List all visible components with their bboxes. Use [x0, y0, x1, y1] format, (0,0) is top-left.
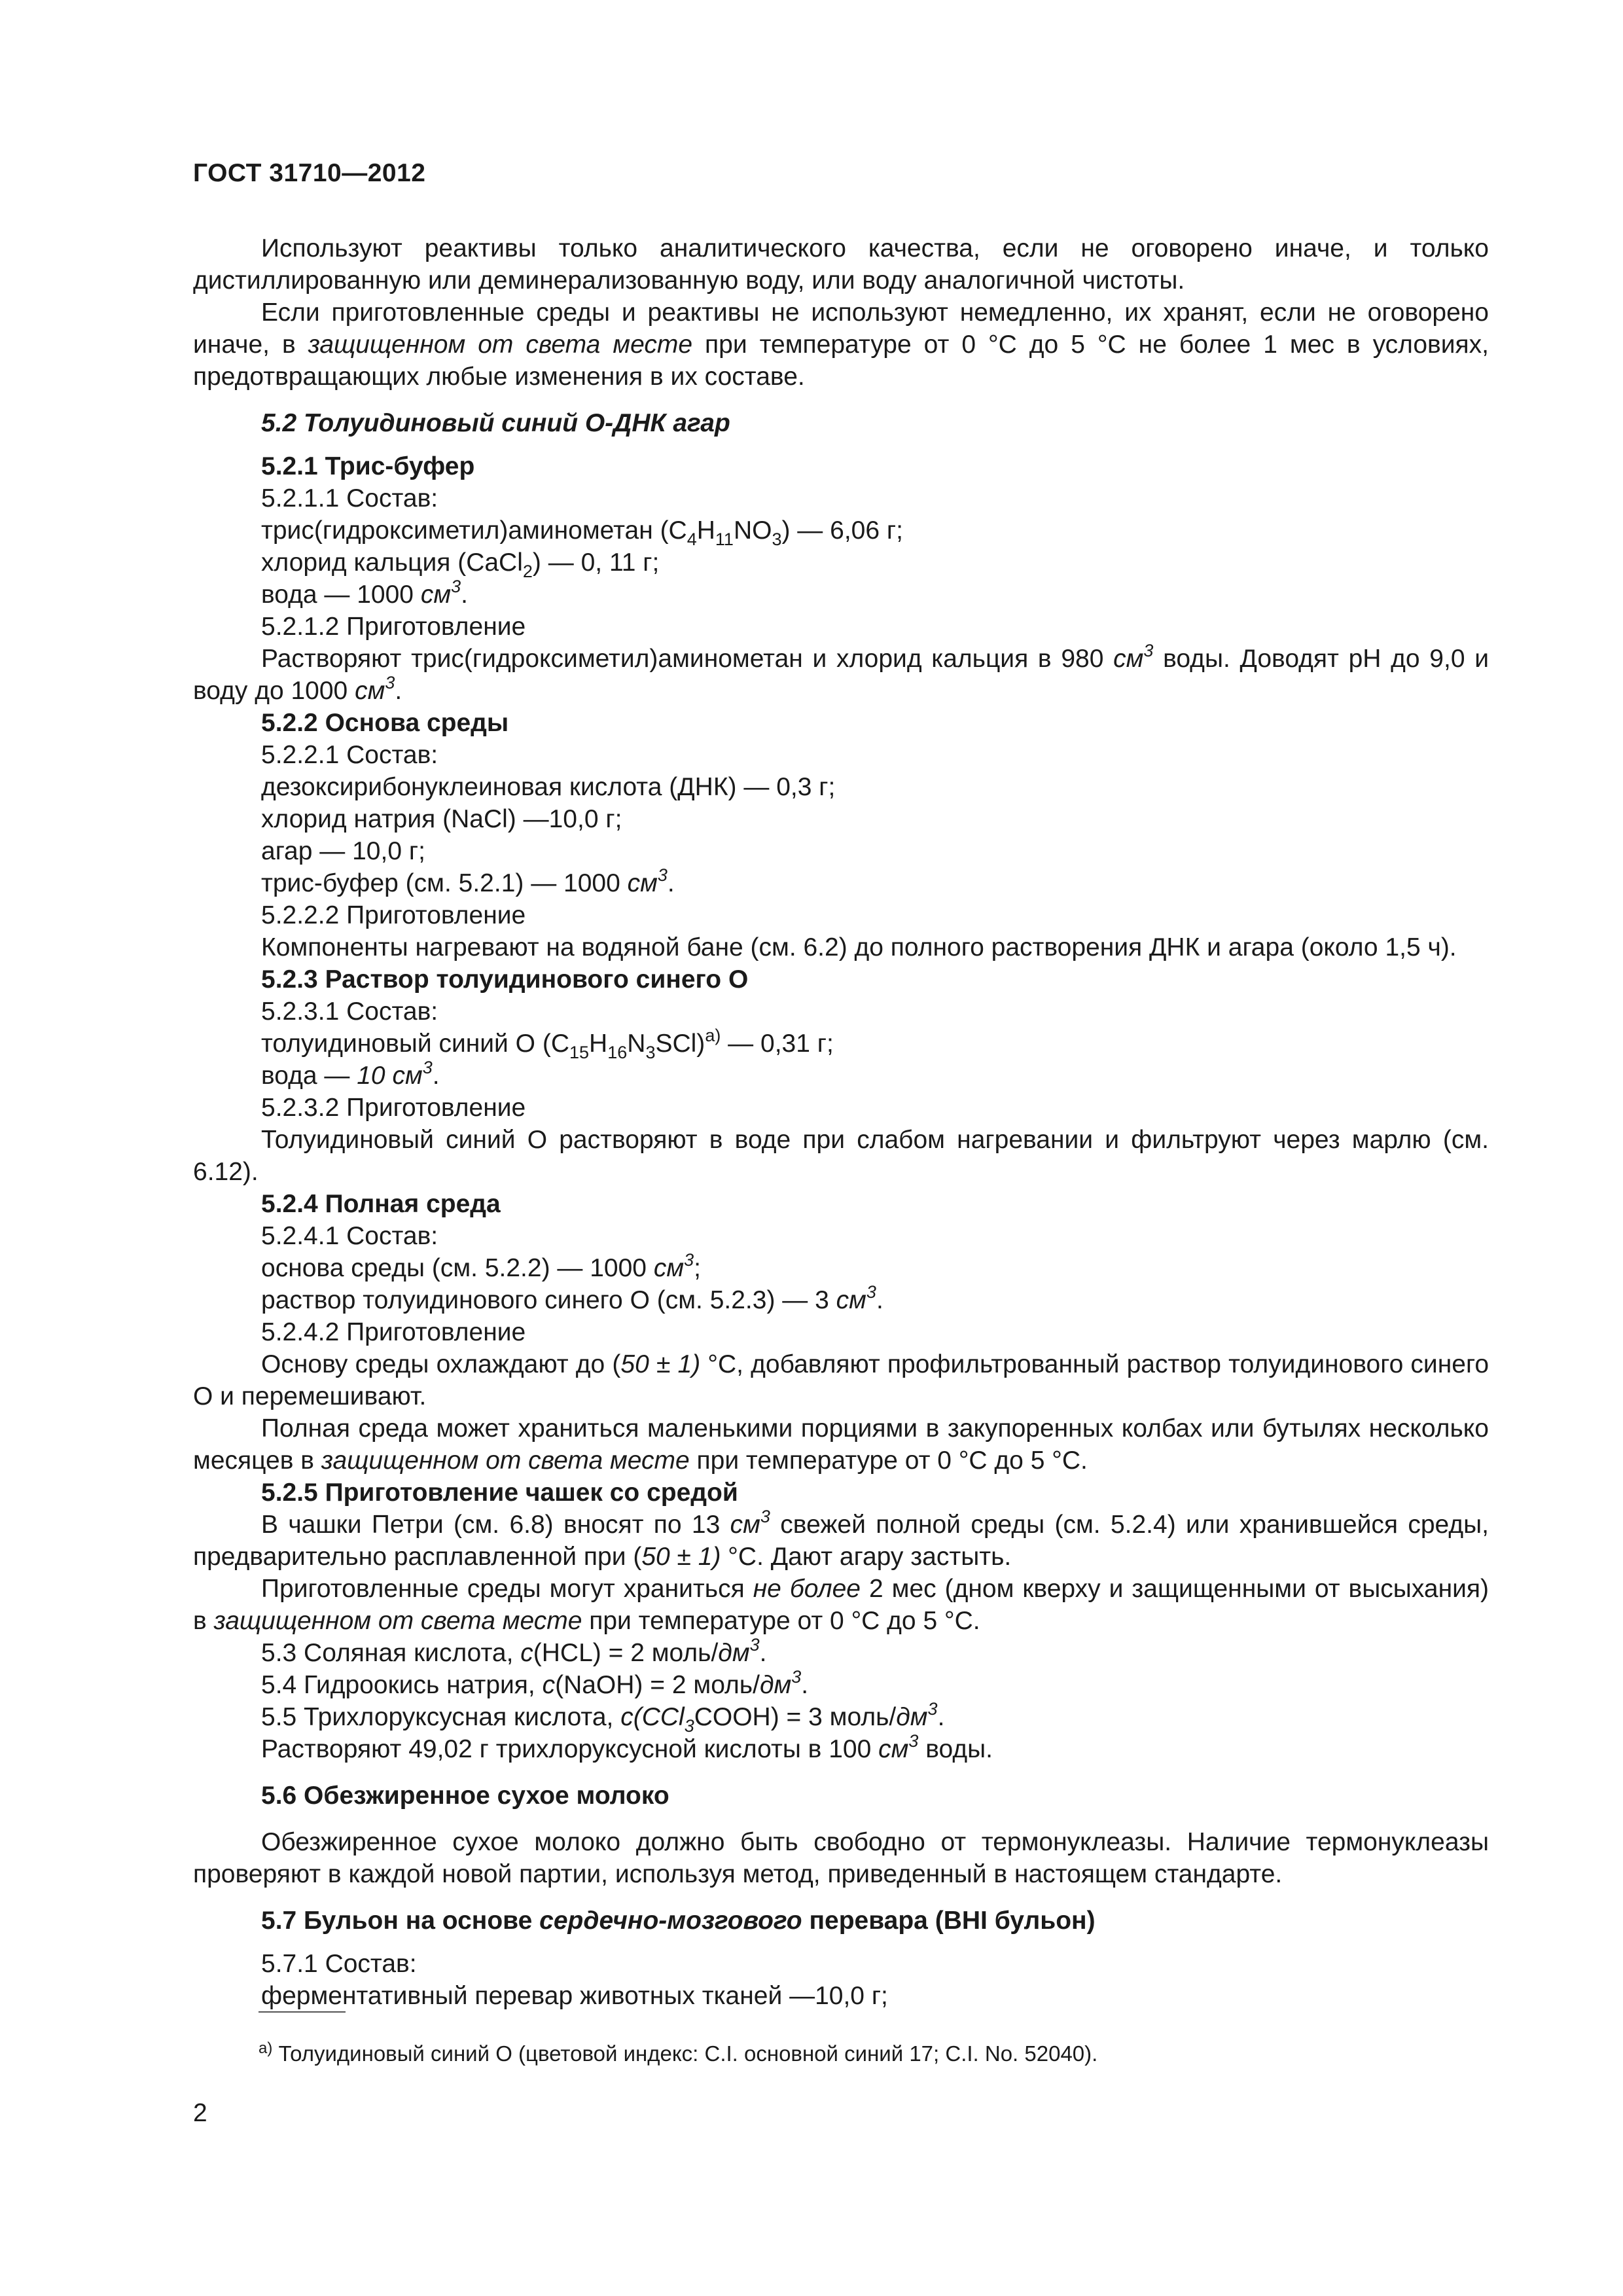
composition-line: хлорид кальция (CaCl$_2$) — 0, 11 г; [261, 548, 660, 581]
composition-line: вода — 1000 $см^3$. [261, 577, 468, 609]
document-header: ГОСТ 31710—2012 [193, 159, 426, 187]
composition-line: агар — 10,0 г; [261, 837, 425, 865]
section-5-2-2-1-heading: 5.2.2.1 Состав: [261, 741, 438, 769]
section-5-2-5-title: 5.2.5 Приготовление чашек со средой [261, 1479, 738, 1507]
plates-storage-paragraph: Приготовленные среды могут храниться не более 2 мес (дном кверху и защищенными от высыхания) в защищенном от света месте при температуре от 0 °С до 5 °С. [193, 1575, 1489, 1635]
storage-paragraph: Полная среда может храниться маленькими порциями в закупоренных колбах или бутылях несколько месяцев в защищенном от света месте при температуре от 0 °С до 5 °С. [193, 1414, 1489, 1475]
section-5-2-4-1-heading: 5.2.4.1 Состав: [261, 1222, 438, 1250]
preparation-paragraph: Толуидиновый синий О растворяют в воде при слабом нагревании и фильтруют через марлю (см. 6.12). [193, 1126, 1489, 1186]
section-5-2-2-title: 5.2.2 Основа среды [261, 709, 509, 737]
footnote: $^{a)}$ Толуидиновый синий О (цветовой индекс: C.I. основной синий 17; C.I. No. 52040). [259, 2039, 1098, 2066]
composition-line: толуидиновый синий О $(C_{15}H_{16}N_3SCl)^{a)}$ — 0,31 г; [261, 1026, 834, 1062]
section-5-2-title: 5.2 Толуидиновый синий О-ДНК агар [261, 409, 730, 437]
composition-line: ферментативный перевар животных тканей —10,0 г; [261, 1982, 888, 2010]
plates-paragraph: В чашки Петри (см. 6.8) вносят по 13 $см^3$ свежей полной среды (см. 5.2.4) или хранившейся среды, предварительно расплавленной при (50 ± 1) °С. Дают агару застыть. [193, 1507, 1489, 1571]
composition-line: хлорид натрия (NaCl) —10,0 г; [261, 805, 622, 833]
section-5-2-3-1-heading: 5.2.3.1 Состав: [261, 997, 438, 1026]
section-5-6-title: 5.6 Обезжиренное сухое молоко [261, 1782, 669, 1810]
section-5-5-paragraph: Растворяют 49,02 г трихлоруксусной кислоты в 100 $см^3$ воды. [261, 1731, 993, 1763]
section-5-2-2-2-heading: 5.2.2.2 Приготовление [261, 901, 526, 929]
section-5-4: 5.4 Гидроокись натрия, c(NaOH) = 2 моль/$дм^3$. [261, 1667, 809, 1699]
composition-line: раствор толуидинового синего О (см. 5.2.3) — 3 $см^3$. [261, 1282, 883, 1314]
section-5-2-3-title: 5.2.3 Раствор толуидинового синего О [261, 965, 749, 994]
section-5-7-1-heading: 5.7.1 Состав: [261, 1950, 417, 1978]
section-5-5: 5.5 Трихлоруксусная кислота, c(CCl$_3$COOH) = 3 моль/$дм^3$. [261, 1699, 945, 1736]
section-5-2-1-1-heading: 5.2.1.1 Состав: [261, 484, 438, 512]
intro-paragraph-2: Если приготовленные среды и реактивы не используют немедленно, их хранят, если не оговорено иначе, в защищенном от света месте при температуре от 0 °С до 5 °С не более 1 мес в условиях, предотвращающих любые изменения в их составе. [193, 298, 1489, 391]
preparation-paragraph: Компоненты нагревают на водяной бане (см. 6.2) до полного растворения ДНК и агара (около 1,5 ч). [261, 933, 1457, 961]
section-5-7-title: 5.7 Бульон на основе сердечно-мозгового перевара (BHI бульон) [261, 1907, 1096, 1935]
intro-paragraph-1: Используют реактивы только аналитического качества, если не оговорено иначе, и только дистиллированную или деминерализованную воду, или воду аналогичной чистоты. [193, 234, 1489, 295]
footnote-separator [259, 2011, 346, 2013]
composition-line: вода — 10 $см^3$. [261, 1058, 440, 1090]
composition-line: трис-буфер (см. 5.2.1) — 1000 $см^3$. [261, 865, 675, 897]
preparation-paragraph: Растворяют трис(гидроксиметил)аминометан и хлорид кальция в 980 $см^3$ воды. Доводят pH до 9,0 и воду до 1000 $см^3$. [193, 641, 1489, 705]
composition-line: трис(гидроксиметил)аминометан $(C_4H_{11}NO_3)$ — 6,06 г; [261, 516, 903, 549]
section-5-3: 5.3 Соляная кислота, c(HCL) = 2 моль/$дм^3$. [261, 1635, 767, 1667]
footnote-reference: a) [705, 1026, 721, 1045]
document-body [193, 232, 1489, 2012]
composition-line: дезоксирибонуклеиновая кислота (ДНК) — 0,3 г; [261, 773, 836, 801]
section-5-2-4-2-heading: 5.2.4.2 Приготовление [261, 1318, 526, 1346]
section-5-2-1-2-heading: 5.2.1.2 Приготовление [261, 613, 526, 641]
section-5-6-paragraph: Обезжиренное сухое молоко должно быть свободно от термонуклеазы. Наличие термонуклеазы проверяют в каждой новой партии, используя метод, приведенный в настоящем стандарте. [193, 1828, 1489, 1888]
section-5-2-4-title: 5.2.4 Полная среда [261, 1190, 501, 1218]
section-5-2-3-2-heading: 5.2.3.2 Приготовление [261, 1094, 526, 1122]
composition-line: основа среды (см. 5.2.2) — 1000 $см^3$; [261, 1250, 701, 1282]
preparation-paragraph: Основу среды охлаждают до (50 ± 1) °С, добавляют профильтрованный раствор толуидинового синего О и перемешивают. [193, 1350, 1489, 1410]
section-5-2-1-title: 5.2.1 Трис-буфер [261, 452, 475, 480]
page-number: 2 [193, 2099, 207, 2127]
